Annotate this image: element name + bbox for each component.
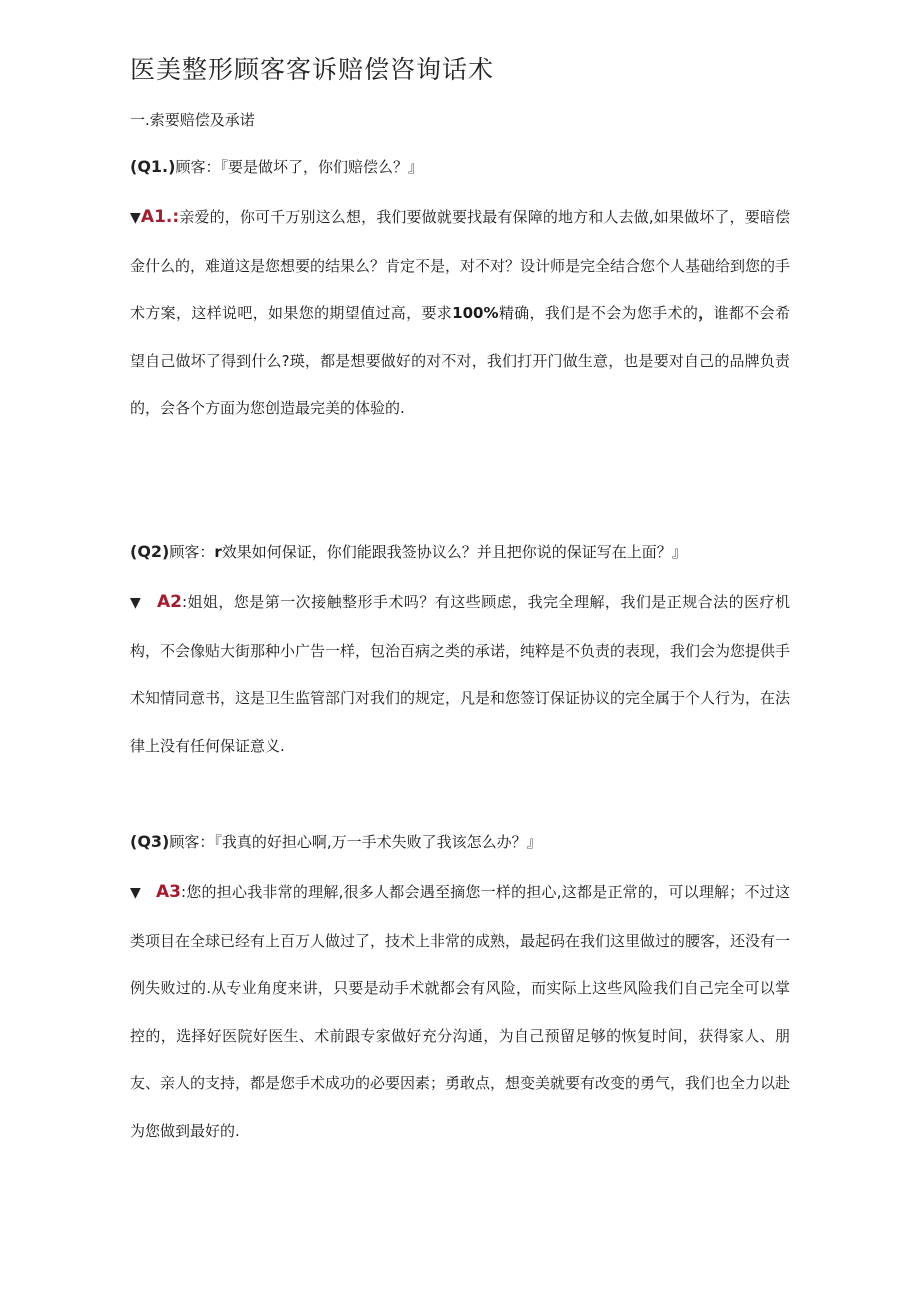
answer-2 bbox=[130, 579, 790, 770]
triangle-down-icon: ▼ bbox=[130, 885, 141, 901]
triangle-down-icon: ▼ bbox=[130, 595, 142, 611]
answer-text: :姐姐，您是第一次接触整形手术吗？有这些顾虑，我完全理解，我们是正规合法的医疗机构，不会像贴大街那种小广告一样，包治百病之类的承诺，纯粹是不负责的表现，我们会为您提供手术知情同意书，这是卫生监管部门对我们的规定，凡是和您签订保证协议的完全属于个人行为，在法律上没有任何保证意义. bbox=[130, 593, 791, 755]
document-title: 医美整形顾客客诉赔偿咨询话术 bbox=[130, 55, 495, 84]
triangle-down-icon: ▼ bbox=[130, 210, 141, 226]
answer-bold-percent: 100% bbox=[452, 304, 499, 323]
qa-block-3 bbox=[130, 828, 790, 1156]
question-text: 顾客：『我真的好担心啊,万一手术失败了我该怎么办？』 bbox=[169, 833, 542, 851]
answer-text-part-3: 谁都不会希望自己做坏了得到什么?瑛，都是想要做好的对不对，我们打开门做生意，也是要对自己的品牌负责的，会各个方面为您创造最完美的体验的. bbox=[130, 304, 790, 418]
qa-block-2 bbox=[130, 538, 790, 770]
question-1 bbox=[130, 153, 790, 181]
qa-block-1 bbox=[130, 153, 790, 433]
answer-tag: A2 bbox=[156, 592, 182, 612]
question-tag: (Q1.) bbox=[130, 157, 176, 176]
answer-text-part-2: 精确，我们是不会为您手术的 bbox=[498, 304, 699, 323]
section-heading: 一.索要赔偿及承诺 bbox=[130, 111, 255, 129]
answer-3 bbox=[130, 869, 790, 1156]
question-bold-char: r bbox=[214, 543, 222, 561]
question-tag: (Q2) bbox=[130, 542, 170, 561]
question-text: 效果如何保证，你们能跟我签协议么？并且把你说的保证写在上面？』 bbox=[221, 543, 687, 561]
question-2 bbox=[130, 538, 790, 566]
answer-text: :您的担心我非常的理解,很多人都会遇至摘您一样的担心,这都是正常的，可以理解；不过这类项目在全球已经有上百万人做过了，技术上非常的成熟，最起码在我们这里做过的腰客，还没有一例失败过的.从专业角度来讲，只要是动手术就都会有风险，而实际上这些风险我们自己完全可以掌控的，选择好医院好医生、术前跟专家做好充分沟通，为自己预留足够的恢复时间，获得家人、朋友、亲人的支持，都是您手术成功的必要因素；勇敢点，想变美就要有改变的勇气，我们也全力以赴为您做到最好的. bbox=[130, 883, 791, 1140]
question-3 bbox=[130, 828, 790, 856]
answer-bold-comma: ， bbox=[698, 304, 714, 323]
question-text: 顾客：『要是做坏了，你们赔偿么？』 bbox=[175, 158, 423, 176]
answer-1 bbox=[130, 194, 790, 433]
question-tag: (Q3) bbox=[130, 832, 170, 851]
answer-tag: A3 bbox=[156, 882, 181, 902]
question-prefix: 顾客： bbox=[169, 543, 215, 561]
answer-text-part-1: 亲爱的，你可千万别这么想，我们要做就要找最有保障的地方和人去做,如果做坏了，要暗偿金什么的，难道这是您想要的结果么？肯定不是，对不对？设计师是完全结合您个人基础给到您的手术方案，这样说吧，如果您的期望值过高，要求 bbox=[130, 208, 791, 323]
answer-tag: A1.: bbox=[140, 207, 180, 227]
